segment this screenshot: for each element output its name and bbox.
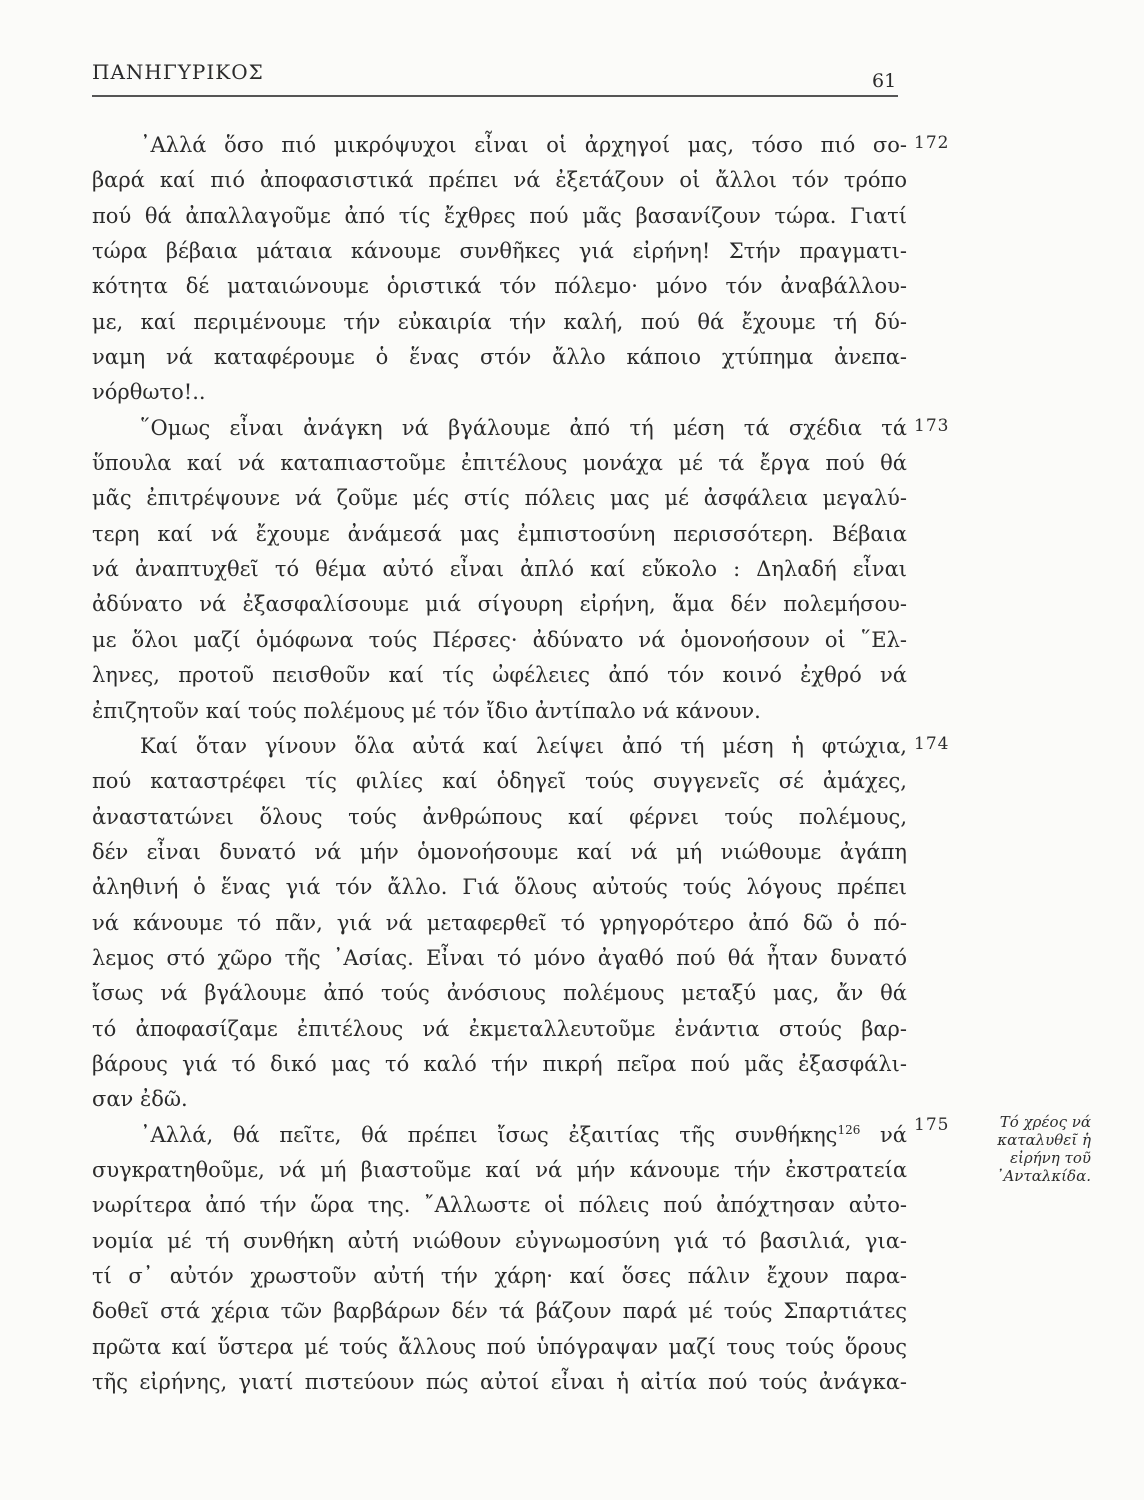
text-line: λεμος στό χῶρο τῆς ᾽Ασίας. Εἶναι τό μόνο ἀγαθό πού θά ἦταν δυνατό — [92, 945, 907, 970]
text-line: ἴσως νά βγάλουμε ἀπό τούς ἀνόσιους πολέμους μεταξύ μας, ἄν θά — [92, 981, 907, 1006]
text-line-with-footnote — [92, 1118, 907, 1153]
text-line: ἀληθινή ὁ ἕνας γιά τόν ἄλλο. Γιά ὅλους αὐτούς τούς λόγους πρέπει — [92, 875, 907, 900]
text-line: ἀναστατώνει ὅλους τούς ἀνθρώπους καί φέρνει τούς πολέμους, — [92, 804, 907, 829]
text-line: πού θά ἀπαλλαγοῦμε ἀπό τίς ἔχθρες πού μᾶς βασανίζουν τώρα. Γιατί — [92, 203, 907, 228]
header-rule — [92, 95, 898, 97]
section-number: 174 — [914, 734, 950, 754]
section-number: 173 — [914, 416, 950, 436]
text-line: τερη καί νά ἔχουμε ἀνάμεσά μας ἐμπιστοσύνη περισσότερη. Βέβαια — [92, 521, 907, 546]
running-header-title: ΠΑΝΗΓΥΡΙΚΟΣ — [92, 60, 264, 84]
text-line: ναμη νά καταφέρουμε ὁ ἕνας στόν ἄλλο κάποιο χτύπημα ἀνεπα- — [92, 345, 907, 370]
footnote-reference: 126 — [837, 1122, 861, 1137]
text-line: τώρα βέβαια μάταια κάνουμε συνθῆκες γιά εἰρήνη! Στήν πραγματι- — [92, 239, 907, 264]
text-line: με, καί περιμένουμε τήν εὐκαιρία τήν καλή, πού θά ἔχουμε τή δύ- — [92, 309, 907, 334]
text-line: με ὅλοι μαζί ὁμόφωνα τούς Πέρσες· ἀδύνατο νά ὁμονοήσουν οἱ ῞Ελ- — [92, 627, 907, 652]
text-line: νά κάνουμε τό πᾶν, γιά νά μεταφερθεῖ τό γρηγορότερο ἀπό δῶ ὁ πό- — [92, 910, 907, 935]
text-line-segment: νά — [860, 1122, 907, 1147]
text-line: ἐπιζητοῦν καί τούς πολέμους μέ τόν ἴδιο ἀντίπαλο νά κάνουν. — [92, 698, 761, 723]
margin-note-line: εἰρήνη τοῦ — [1009, 1149, 1091, 1167]
text-line: νομία μέ τή συνθήκη αὐτή νιώθουν εὐγνωμοσύνη γιά τό βασιλιά, για- — [92, 1228, 907, 1253]
text-line: δέν εἶναι δυνατό νά μήν ὁμονοήσουμε καί νά μή νιώθουμε ἀγάπη — [92, 839, 907, 864]
text-line: μᾶς ἐπιτρέψουνε νά ζοῦμε μές στίς πόλεις μας μέ ἀσφάλεια μεγαλύ- — [92, 486, 907, 511]
text-line: ἀδύνατο νά ἐξασφαλίσουμε μιά σίγουρη εἰρήνη, ἅμα δέν πολεμήσου- — [92, 592, 907, 617]
text-line: ᾽Αλλά ὅσο πιό μικρόψυχοι εἶναι οἱ ἀρχηγοί μας, τόσο πιό σο- — [140, 133, 907, 157]
text-line: τό ἀποφασίζαμε ἐπιτέλους νά ἐκμεταλλευτοῦμε ἐνάντια στούς βαρ- — [92, 1016, 907, 1041]
margin-note-line: Τό χρέος νά — [999, 1113, 1091, 1131]
text-line: συγκρατηθοῦμε, νά μή βιαστοῦμε καί νά μήν κάνουμε τήν ἐκστρατεία — [92, 1157, 907, 1182]
text-line: νόρθωτο!.. — [92, 380, 206, 405]
text-line: νωρίτερα ἀπό τήν ὥρα της. ῎Αλλωστε οἱ πόλεις πού ἀπόχτησαν αὐτο- — [92, 1193, 907, 1218]
text-line: τί σ᾽ αὐτόν χρωστοῦν αὐτή τήν χάρη· καί ὅσες πάλιν ἔχουν παρα- — [92, 1264, 907, 1288]
section-number: 172 — [914, 133, 950, 153]
page-number: 61 — [872, 70, 897, 92]
margin-note — [956, 1113, 1091, 1185]
text-line: ὕπουλα καί νά καταπιαστοῦμε ἐπιτέλους μονάχα μέ τά ἔργα πού θά — [92, 451, 907, 476]
text-line-segment: ᾽Αλλά, θά πεῖτε, θά πρέπει ἴσως ἐξαιτίας τῆς συνθήκης — [140, 1122, 838, 1147]
section-number: 175 — [914, 1115, 950, 1135]
body-text — [92, 128, 907, 1400]
text-line: σαν ἐδῶ. — [92, 1087, 188, 1112]
text-line: τῆς εἰρήνης, γιατί πιστεύουν πώς αὐτοί εἶναι ἡ αἰτία πού τούς ἀνάγκα- — [92, 1370, 907, 1395]
text-line: Καί ὅταν γίνουν ὅλα αὐτά καί λείψει ἀπό τή μέση ἡ φτώχια, — [140, 733, 907, 758]
text-line: νά ἀναπτυχθεῖ τό θέμα αὐτό εἶναι ἀπλό καί εὔκολο : Δηλαδή εἶναι — [92, 557, 907, 582]
text-line: ληνες, προτοῦ πεισθοῦν καί τίς ὠφέλειες ἀπό τόν κοινό ἐχθρό νά — [92, 663, 907, 688]
margin-note-line: ᾽Ανταλκίδα. — [995, 1167, 1091, 1185]
text-line: βαρά καί πιό ἀποφασιστικά πρέπει νά ἐξετάζουν οἱ ἄλλοι τόν τρόπο — [92, 168, 907, 193]
text-line: πού καταστρέφει τίς φιλίες καί ὁδηγεῖ τούς συγγενεῖς σέ ἀμάχες, — [92, 769, 907, 794]
text-line: κότητα δέ ματαιώνουμε ὁριστικά τόν πόλεμο· μόνο τόν ἀναβάλλου- — [92, 274, 907, 299]
text-line: ῞Ομως εἶναι ἀνάγκη νά βγάλουμε ἀπό τή μέση τά σχέδια τά — [140, 415, 907, 440]
margin-note-line: καταλυθεῖ ἡ — [997, 1131, 1091, 1149]
text-line: δοθεῖ στά χέρια τῶν βαρβάρων δέν τά βάζουν παρά μέ τούς Σπαρτιάτες — [92, 1299, 907, 1324]
text-line: πρῶτα καί ὕστερα μέ τούς ἄλλους πού ὑπόγραψαν μαζί τους τούς ὅρους — [92, 1334, 907, 1359]
text-line: βάρους γιά τό δικό μας τό καλό τήν πικρή πεῖρα πού μᾶς ἐξασφάλι- — [92, 1051, 907, 1076]
